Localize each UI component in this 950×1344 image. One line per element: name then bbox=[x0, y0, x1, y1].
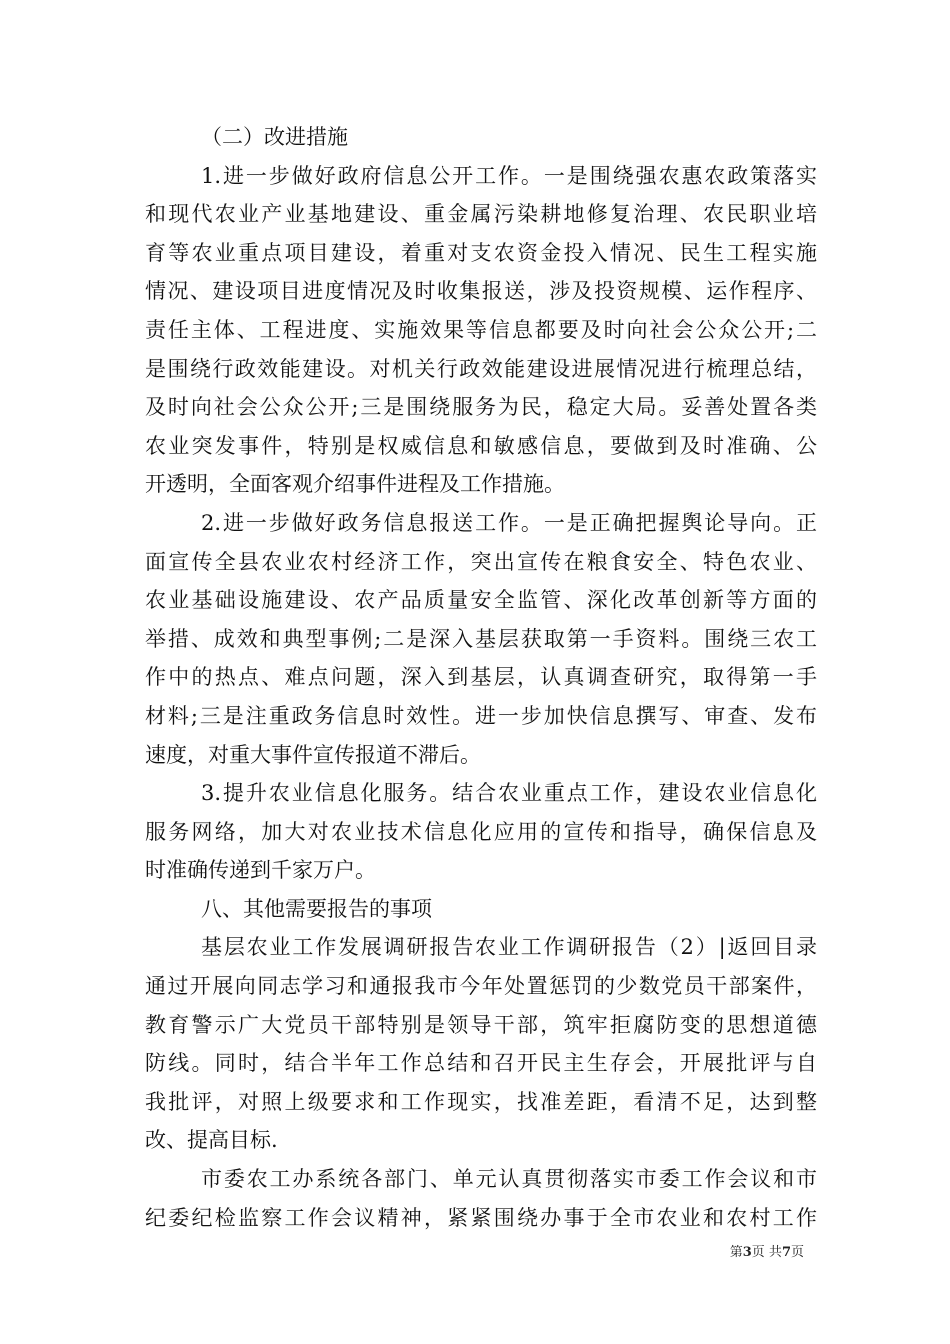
page-footer-middle: 页 共 bbox=[751, 1245, 782, 1260]
paragraph-line: 服务网络，加大对农业技术信息化应用的宣传和指导，确保信息及 bbox=[145, 819, 817, 844]
paragraph-line: 防线。同时，结合半年工作总结和召开民主生存会，开展批评与自 bbox=[145, 1051, 817, 1076]
current-page-number: 3 bbox=[742, 1245, 752, 1260]
paragraph-line: 面宣传全县农业农村经济工作，突出宣传在粮食安全、特色农业、 bbox=[145, 549, 817, 574]
paragraph-line: 和现代农业产业基地建设、重金属污染耕地修复治理、农民职业培 bbox=[145, 202, 817, 227]
paragraph-line: 开透明，全面客观介绍事件进程及工作措施。 bbox=[145, 472, 565, 497]
paragraph-line: 责任主体、工程进度、实施效果等信息都要及时向社会公众公开;二 bbox=[145, 317, 817, 342]
paragraph-line: 通过开展向同志学习和通报我市今年处置惩罚的少数党员干部案件， bbox=[145, 974, 817, 999]
paragraph-line: 1.进一步做好政府信息公开工作。一是围绕强农惠农政策落实 bbox=[201, 163, 817, 188]
report-title-line: 基层农业工作发展调研报告农业工作调研报告（2）|返回目录 bbox=[201, 935, 817, 960]
paragraph-line: 举措、成效和典型事例;二是深入基层获取第一手资料。围绕三农工 bbox=[145, 626, 817, 651]
paragraph-line: 农业突发事件，特别是权威信息和敏感信息，要做到及时准确、公 bbox=[145, 433, 817, 458]
paragraph-line: 纪委纪检监察工作会议精神，紧紧围绕办事于全市农业和农村工作 bbox=[145, 1205, 817, 1230]
paragraph-line: 3.提升农业信息化服务。结合农业重点工作，建设农业信息化 bbox=[201, 781, 817, 806]
page-footer-suffix: 页 bbox=[790, 1245, 804, 1260]
paragraph-line: 市委农工办系统各部门、单元认真贯彻落实市委工作会议和市 bbox=[201, 1167, 817, 1192]
paragraph-line: 是围绕行政效能建设。对机关行政效能建设进展情况进行梳理总结， bbox=[145, 356, 817, 381]
page-number-footer bbox=[730, 1244, 804, 1262]
paragraph-line: 作中的热点、难点问题，深入到基层，认真调查研究，取得第一手 bbox=[145, 665, 817, 690]
paragraph-line: 教育警示广大党员干部特别是领导干部，筑牢拒腐防变的思想道德 bbox=[145, 1012, 817, 1037]
body-text bbox=[145, 118, 817, 1237]
section-heading: 八、其他需要报告的事项 bbox=[201, 896, 432, 921]
paragraph-line: 2.进一步做好政务信息报送工作。一是正确把握舆论导向。正 bbox=[201, 510, 817, 535]
paragraph-line: 情况、建设项目进度情况及时收集报送，涉及投资规模、运作程序、 bbox=[145, 279, 817, 304]
paragraph-line: 我批评，对照上级要求和工作现实，找准差距，看清不足，达到整 bbox=[145, 1089, 817, 1114]
page-footer-prefix: 第 bbox=[729, 1245, 743, 1260]
paragraph-line: 及时向社会公众公开;三是围绕服务为民，稳定大局。妥善处置各类 bbox=[145, 395, 817, 420]
paragraph-line: 材料;三是注重政务信息时效性。进一步加快信息撰写、审查、发布 bbox=[145, 703, 817, 728]
section-heading: （二）改进措施 bbox=[201, 125, 348, 149]
paragraph-line: 改、提高目标. bbox=[145, 1128, 278, 1153]
paragraph-line: 速度，对重大事件宣传报道不滞后。 bbox=[145, 742, 481, 767]
paragraph-line: 农业基础设施建设、农产品质量安全监管、深化改革创新等方面的 bbox=[145, 588, 817, 613]
paragraph-line: 育等农业重点项目建设，着重对支农资金投入情况、民生工程实施 bbox=[145, 240, 817, 265]
paragraph-line: 时准确传递到千家万户。 bbox=[145, 858, 376, 883]
total-page-number: 7 bbox=[781, 1245, 791, 1260]
